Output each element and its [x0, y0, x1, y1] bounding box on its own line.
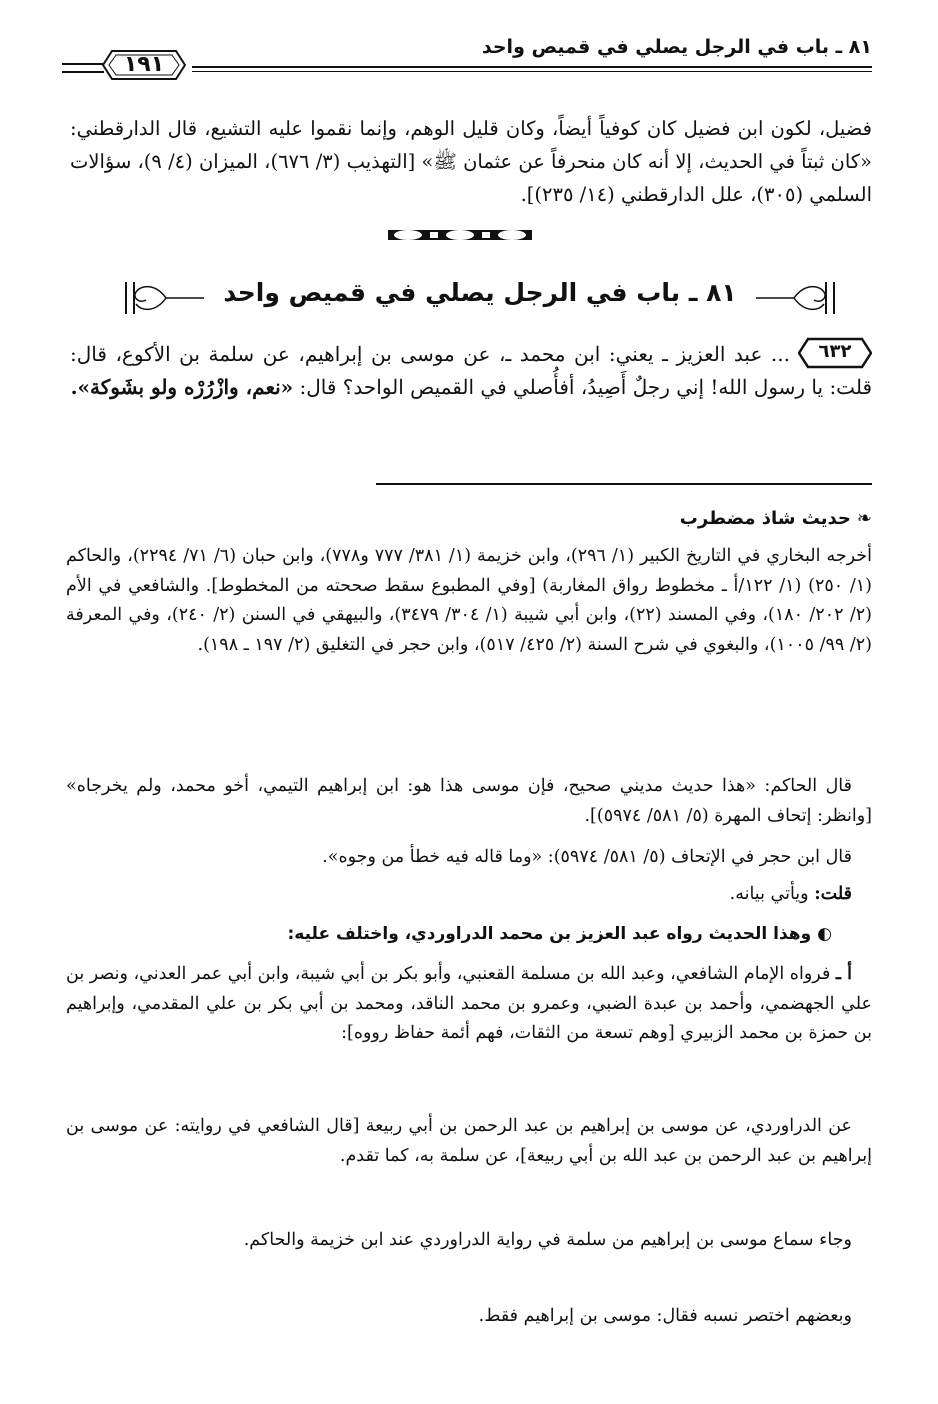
- running-header: [62, 30, 872, 82]
- heading-ornament-left-icon: [120, 278, 206, 318]
- comment-text: ويأتي بيانه.: [729, 884, 815, 904]
- bullet-icon: ❧: [856, 508, 872, 529]
- header-rule-left: [62, 63, 104, 73]
- footnote-separator: [376, 483, 872, 485]
- page-number: ١٩١: [123, 52, 165, 77]
- grading-label: حديث شاذ مضطرب: [679, 508, 851, 529]
- chain-paragraph: عن الدراوردي، عن موسى بن إبراهيم بن عبد الرحمن بن أبي ربيعة [قال الشافعي في روايته: عن موسى بن إبراهيم بن عبد الرحمن بن عبد الله بن أبي ربيعة]، عن سلمة به، كما تقدم.: [66, 1116, 872, 1166]
- variation-heading: [66, 920, 872, 950]
- comment-paragraph: [66, 880, 872, 910]
- header-rule: [192, 66, 872, 72]
- narrators-paragraph: [66, 960, 872, 1049]
- narrators-text: فرواه الإمام الشافعي، وعبد الله بن مسلمة القعنبي، وأبو بكر بن أبي شيبة، وابن أبي عمر العدني، ونصر بن علي الجهضمي، وأحمد بن عبدة الضبي، وعمرو بن محمد الناقد، ومحمد بن أبي بكر بن علي المقدمي، وإبراهيم بن حمزة بن محمد الزبيري [وهم تسعة من الثقات، فهم أئمة حفاظ رووه]:: [66, 964, 872, 1043]
- chapter-title: ٨١ ـ باب في الرجل يصلي في قميص واحد: [223, 278, 737, 307]
- ibn-hajar-paragraph: قال ابن حجر في الإتحاف (٥/ ٥٨١/ ٥٩٧٤): «وما قاله فيه خطأ من وجوه».: [322, 847, 852, 867]
- hadith-number: ٦٣٢: [818, 341, 852, 362]
- hearing-paragraph: وجاء سماع موسى بن إبراهيم من سلمة في رواية الدراوردي عند ابن خزيمة والحاكم.: [243, 1230, 852, 1250]
- running-title: ٨١ ـ باب في الرجل يصلي في قميص واحد: [481, 36, 872, 58]
- bullet-icon: ◐: [817, 924, 832, 944]
- ornament-divider-icon: [380, 228, 540, 242]
- hadith-text-matn: «نعم، وازْرُرْه ولو بشَوكة».: [70, 375, 294, 399]
- previous-footnote-tail: فضيل، لكون ابن فضيل كان كوفياً أيضاً، وكان قليل الوهم، وإنما نقموا عليه التشيع، قال الدارقطني: «كان ثبتاً في الحديث، إلا أنه كان منحرفاً عن عثمان ﷺ» [التهذيب (٣/ ٦٧٦)، الميزان (٤/ ٩)، سؤالات السلمي (٣٠٥)، علل الدارقطني (١٤/ ٢٣٥)].: [69, 117, 872, 206]
- page-number-frame: [102, 48, 186, 82]
- variation-text: وهذا الحديث رواه عبد العزيز بن محمد الدراوردي، واختلف عليه:: [287, 924, 812, 944]
- hadith-text: [70, 338, 872, 404]
- comment-label: قلت:: [814, 884, 852, 904]
- chapter-heading: [120, 272, 840, 322]
- grading-heading: [680, 508, 872, 529]
- takhrij-paragraph: أخرجه البخاري في التاريخ الكبير (١/ ٢٩٦)، وابن خزيمة (١/ ٣٨١/ ٧٧٧ و٧٧٨)، وابن حبان (٦/ ٧١/ ٢٢٩٤)، والحاكم (١/ ٢٥٠) (١/ ١٢٢/أ ـ مخطوط رواق المغاربة) [وفي المطبوع سقط صححته من المخطوط]. والشافعي في الأم (٢/ ٢٠٢/ ١٨٠)، وفي المسند (٢٢)، وابن أبي شيبة (١/ ٣٠٤/ ٣٤٧٩)، والبيهقي في السنن (٢/ ٢٤٠)، وفي المعرفة (٢/ ٩٩/ ١٠٠٥)، والبغوي في شرح السنة (٢/ ٤٢٥/ ٥١٧)، وابن حجر في التغليق (٢/ ١٩٧ ـ ١٩٨).: [66, 546, 872, 655]
- hadith-text-plain: ... عبد العزيز ـ يعني: ابن محمد ـ، عن موسى بن إبراهيم، عن سلمة بن الأكوع، قال: قلت: يا رسول الله! إني رجلٌ أَصِيدُ، أفأُصلي في القميص الواحد؟ قال:: [70, 342, 872, 399]
- heading-ornament-right-icon: [754, 278, 840, 318]
- hakim-paragraph: قال الحاكم: «هذا حديث مديني صحيح، فإن موسى هذا هو: ابن إبراهيم التيمي، أخو محمد، ولم يخرجاه» [وانظر: إتحاف المهرة (٥/ ٥٨١/ ٥٩٧٤)].: [66, 776, 872, 826]
- item-a-label: أ ـ: [835, 964, 852, 984]
- abridged-paragraph: وبعضهم اختصر نسبه فقال: موسى بن إبراهيم فقط.: [478, 1306, 852, 1326]
